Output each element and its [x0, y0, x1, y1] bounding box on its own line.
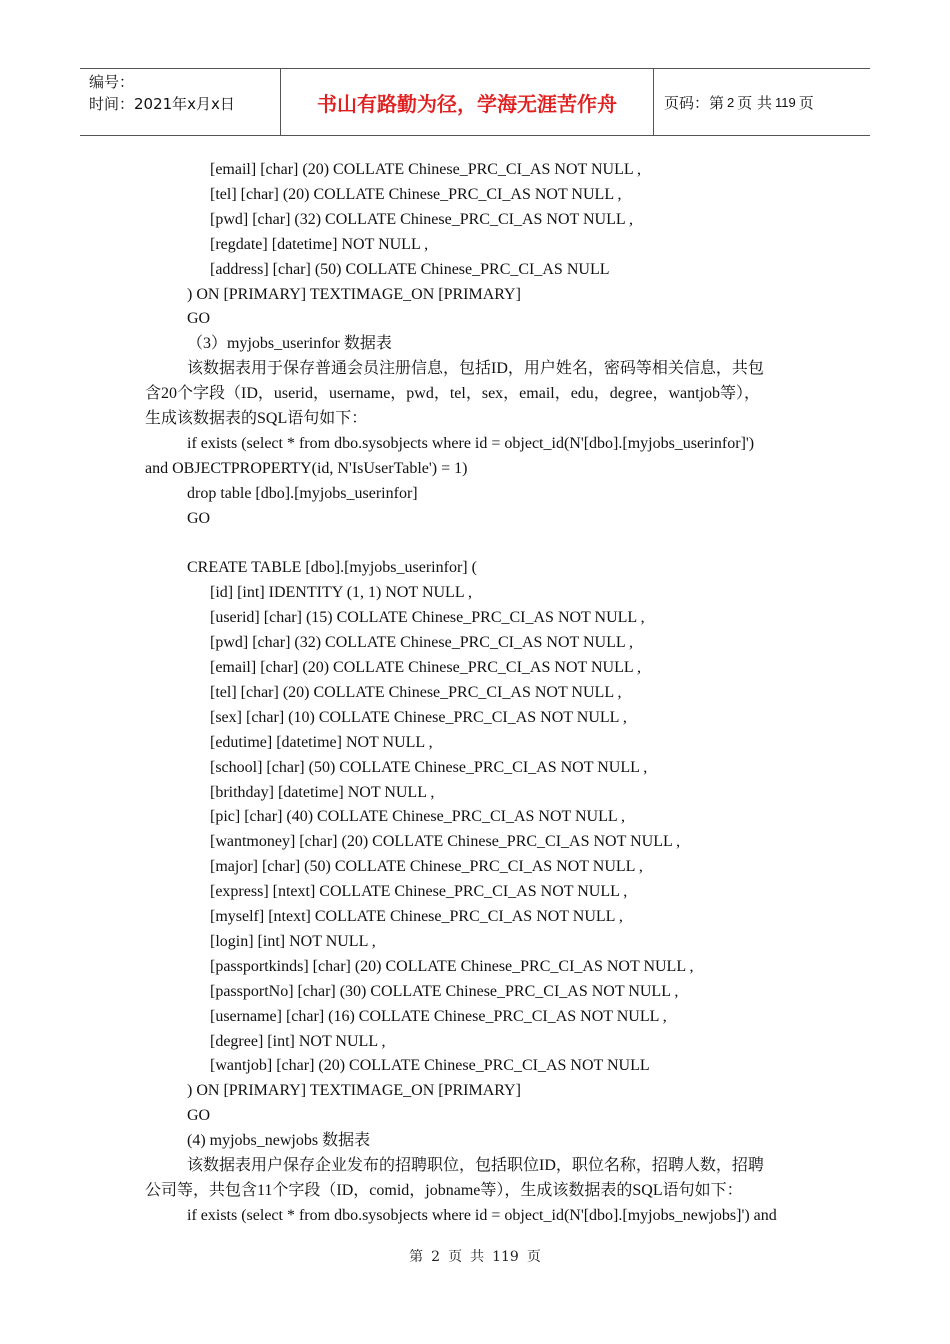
- text-line: GO: [187, 509, 211, 527]
- text-line: [edutime] [datetime] NOT NULL ,: [210, 733, 433, 751]
- text-line: GO: [187, 1107, 211, 1125]
- footer-total: 119: [492, 1249, 519, 1265]
- text-line: [sex] [char] (10) COLLATE Chinese_PRC_CI_AS NOT NULL ,: [210, 708, 627, 726]
- page-prefix: 页码：第: [664, 93, 725, 112]
- header-meta: [80, 69, 281, 135]
- text-line: [pwd] [char] (32) COLLATE Chinese_PRC_CI_AS NOT NULL ,: [210, 634, 634, 652]
- text-line: GO: [187, 310, 211, 328]
- text-line: CREATE TABLE [dbo].[myjobs_userinfor] (: [187, 559, 477, 577]
- text-line: [myself] [ntext] COLLATE Chinese_PRC_CI_AS NOT NULL ,: [210, 908, 623, 925]
- text-line: [userid] [char] (15) COLLATE Chinese_PRC_CI_AS NOT NULL ,: [210, 609, 645, 627]
- text-line: [school] [char] (50) COLLATE Chinese_PRC_CI_AS NOT NULL ,: [210, 758, 648, 776]
- text-line: [tel] [char] (20) COLLATE Chinese_PRC_CI_AS NOT NULL ,: [210, 185, 622, 203]
- text-line: [login] [int] NOT NULL ,: [210, 932, 376, 950]
- text-line: [email] [char] (20) COLLATE Chinese_PRC_CI_AS NOT NULL ,: [210, 161, 642, 178]
- text-line: 公司等，共包含11个字段（ID，comid，jobname等），生成该数据表的SQL语句如下：: [145, 1181, 743, 1199]
- text-line: and OBJECTPROPERTY(id, N'IsUserTable') = 1): [145, 459, 468, 477]
- text-line: [degree] [int] NOT NULL ,: [210, 1032, 386, 1050]
- text-line: [email] [char] (20) COLLATE Chinese_PRC_CI_AS NOT NULL ,: [210, 659, 642, 676]
- text-line: if exists (select * from dbo.sysobjects where id = object_id(N'[dbo].[myjobs_userinfor]'): [187, 434, 755, 452]
- footer-word-4: 页: [526, 1249, 541, 1265]
- text-line: 含20个字段（ID，userid，username，pwd，tel，sex，email，edu，degree，wantjob等），: [145, 385, 760, 403]
- text-line: [username] [char] (16) COLLATE Chinese_PRC_CI_AS NOT NULL ,: [210, 1007, 667, 1025]
- text-line: 该数据表用于保存普通会员注册信息，包括ID，用户姓名，密码等相关信息，共包: [187, 360, 764, 378]
- text-line: [pwd] [char] (32) COLLATE Chinese_PRC_CI_AS NOT NULL ,: [210, 210, 634, 228]
- page-total: 119: [775, 94, 796, 110]
- text-line: [brithday] [datetime] NOT NULL ,: [210, 783, 435, 801]
- page-header: [80, 68, 870, 136]
- text-line: ) ON [PRIMARY] TEXTIMAGE_ON [PRIMARY]: [187, 1082, 521, 1100]
- text-line: （3）myjobs_userinfor 数据表: [187, 335, 392, 353]
- text-line: [pic] [char] (40) COLLATE Chinese_PRC_CI_AS NOT NULL ,: [210, 808, 626, 826]
- page-footer: [0, 1246, 950, 1266]
- text-line: if exists (select * from dbo.sysobjects where id = object_id(N'[dbo].[myjobs_newjobs]') and: [187, 1206, 777, 1224]
- text-line: [regdate] [datetime] NOT NULL ,: [210, 235, 429, 253]
- footer-word-1: 第: [409, 1249, 424, 1265]
- page-current: 2: [727, 94, 735, 110]
- text-line: [major] [char] (50) COLLATE Chinese_PRC_CI_AS NOT NULL ,: [210, 858, 643, 876]
- text-line: drop table [dbo].[myjobs_userinfor]: [187, 484, 418, 502]
- text-line: [passportkinds] [char] (20) COLLATE Chinese_PRC_CI_AS NOT NULL ,: [210, 957, 694, 975]
- time-label: 时间：2021年x月x日: [89, 95, 235, 113]
- page-suffix: 页: [798, 93, 814, 112]
- text-line: [id] [int] IDENTITY (1, 1) NOT NULL ,: [210, 584, 473, 602]
- footer-word-3: 共: [470, 1249, 485, 1265]
- text-line: [wantmoney] [char] (20) COLLATE Chinese_PRC_CI_AS NOT NULL ,: [210, 833, 681, 851]
- header-motto: 书山有路勤为径，学海无涯苦作舟: [281, 69, 654, 135]
- footer-page: 2: [431, 1249, 441, 1265]
- text-line: 该数据表用户保存企业发布的招聘职位，包括职位ID，职位名称，招聘人数，招聘: [187, 1157, 764, 1174]
- number-label: 编号：: [89, 73, 135, 91]
- text-line: [tel] [char] (20) COLLATE Chinese_PRC_CI_AS NOT NULL ,: [210, 683, 622, 701]
- text-line: [passportNo] [char] (30) COLLATE Chinese_PRC_CI_AS NOT NULL ,: [210, 982, 679, 1000]
- text-line: (4) myjobs_newjobs 数据表: [187, 1132, 371, 1150]
- text-line: [wantjob] [char] (20) COLLATE Chinese_PRC_CI_AS NOT NULL: [210, 1057, 650, 1075]
- header-page-info: [654, 69, 870, 135]
- text-line: 生成该数据表的SQL语句如下：: [145, 410, 368, 427]
- footer-word-2: 页: [448, 1249, 463, 1265]
- page-mid: 页 共: [737, 93, 773, 112]
- text-line: [address] [char] (50) COLLATE Chinese_PRC_CI_AS NULL: [210, 260, 610, 278]
- text-line: ) ON [PRIMARY] TEXTIMAGE_ON [PRIMARY]: [187, 285, 521, 303]
- text-line: [express] [ntext] COLLATE Chinese_PRC_CI_AS NOT NULL ,: [210, 883, 628, 901]
